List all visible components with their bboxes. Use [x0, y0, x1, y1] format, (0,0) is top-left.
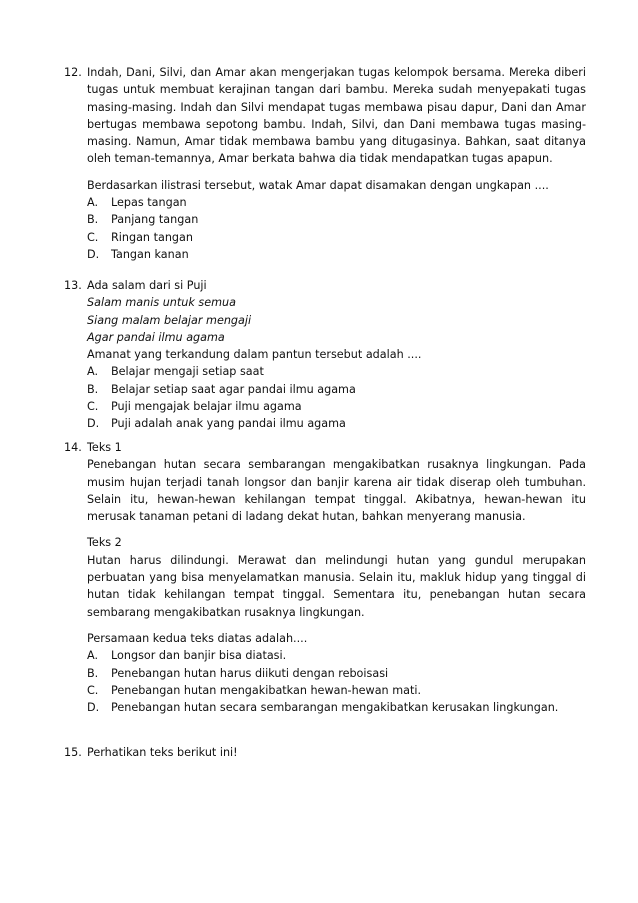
question-14 [64, 439, 586, 716]
option-c[interactable]: C. Puji mengajak belajar ilmu agama [87, 400, 302, 414]
question-number: 15. [64, 746, 82, 759]
pantun-line-1: Ada salam dari si Puji [87, 279, 207, 292]
question-12 [64, 64, 586, 263]
question-prompt: Perhatikan teks berikut ini! [87, 746, 238, 759]
option-d[interactable]: D. Puji adalah anak yang pandai ilmu agama [87, 417, 346, 431]
question-number: 14. [64, 441, 82, 454]
question-prompt: Amanat yang terkandung dalam pantun tersebut adalah .... [87, 348, 422, 362]
pantun-line-3: Siang malam belajar mengaji [87, 313, 252, 327]
question-prompt: Persamaan kedua teks diatas adalah.... [87, 631, 308, 645]
option-a[interactable]: A. Longsor dan banjir bisa diatasi. [87, 649, 287, 663]
pantun-line-2: Salam manis untuk semua [87, 296, 236, 310]
option-c[interactable]: C. Ringan tangan [87, 230, 193, 244]
text-1-heading: Teks 1 [87, 441, 122, 454]
question-prompt: Berdasarkan ilistrasi tersebut, watak Amar dapat disamakan dengan ungkapan .... [87, 178, 549, 192]
option-d[interactable]: D. Tangan kanan [87, 247, 189, 261]
text-2-heading: Teks 2 [87, 536, 122, 550]
question-15 [64, 744, 586, 761]
pantun-line-4: Agar pandai ilmu agama [87, 330, 225, 344]
text-1-body: Penebangan hutan secara sembarangan mengakibatkan rusaknya lingkungan. Pada musim hujan terjadi tanah longsor dan banjir karena air tidak diserap oleh tumbuhan. Selain itu, hewan-hewan kehilangan tempat tinggal. Akibatnya, hewan-hewan itu merusak tanaman petani di ladang dekat hutan, bahkan menyerang manusia. [87, 458, 586, 524]
option-a[interactable]: A. Belajar mengaji setiap saat [87, 365, 264, 379]
question-number: 12. [64, 66, 82, 79]
option-c[interactable]: C. Penebangan hutan mengakibatkan hewan-hewan mati. [87, 683, 422, 697]
question-number: 13. [64, 279, 82, 292]
option-b[interactable]: B. Penebangan hutan harus diikuti dengan reboisasi [87, 666, 389, 680]
text-2-body: Hutan harus dilindungi. Merawat dan melindungi hutan yang gundul merupakan perbuatan yang bisa menyelamatkan manusia. Selain itu, makluk hidup yang tinggal di hutan tidak kehilangan tempat tinggal. Sementara itu, penebangan hutan secara sembarang mengakibatkan rusaknya lingkungan. [87, 553, 586, 619]
question-13 [64, 277, 586, 433]
option-d[interactable]: D. Penebangan hutan secara sembarangan mengakibatkan kerusakan lingkungan. [87, 701, 559, 715]
option-b[interactable]: B. Panjang tangan [87, 213, 199, 227]
option-a[interactable]: A. Lepas tangan [87, 196, 187, 210]
option-b[interactable]: B. Belajar setiap saat agar pandai ilmu agama [87, 382, 356, 396]
question-passage: Indah, Dani, Silvi, dan Amar akan mengerjakan tugas kelompok bersama. Mereka diberi tugas untuk membuat kerajinan tangan dari bambu. Mereka sudah menyepakati tugas masing-masing. Indah dan Silvi mendapat tugas membawa pisau dapur, Dani dan Amar bertugas membawa sepotong bambu. Indah, Silvi, dan Dani membawa tugas masing-masing. Namun, Amar tidak membawa bambu yang ditugasinya. Bahkan, saat ditanya oleh teman-temannya, Amar berkata bahwa dia tidak mendapatkan tugas apapun. [87, 66, 586, 166]
